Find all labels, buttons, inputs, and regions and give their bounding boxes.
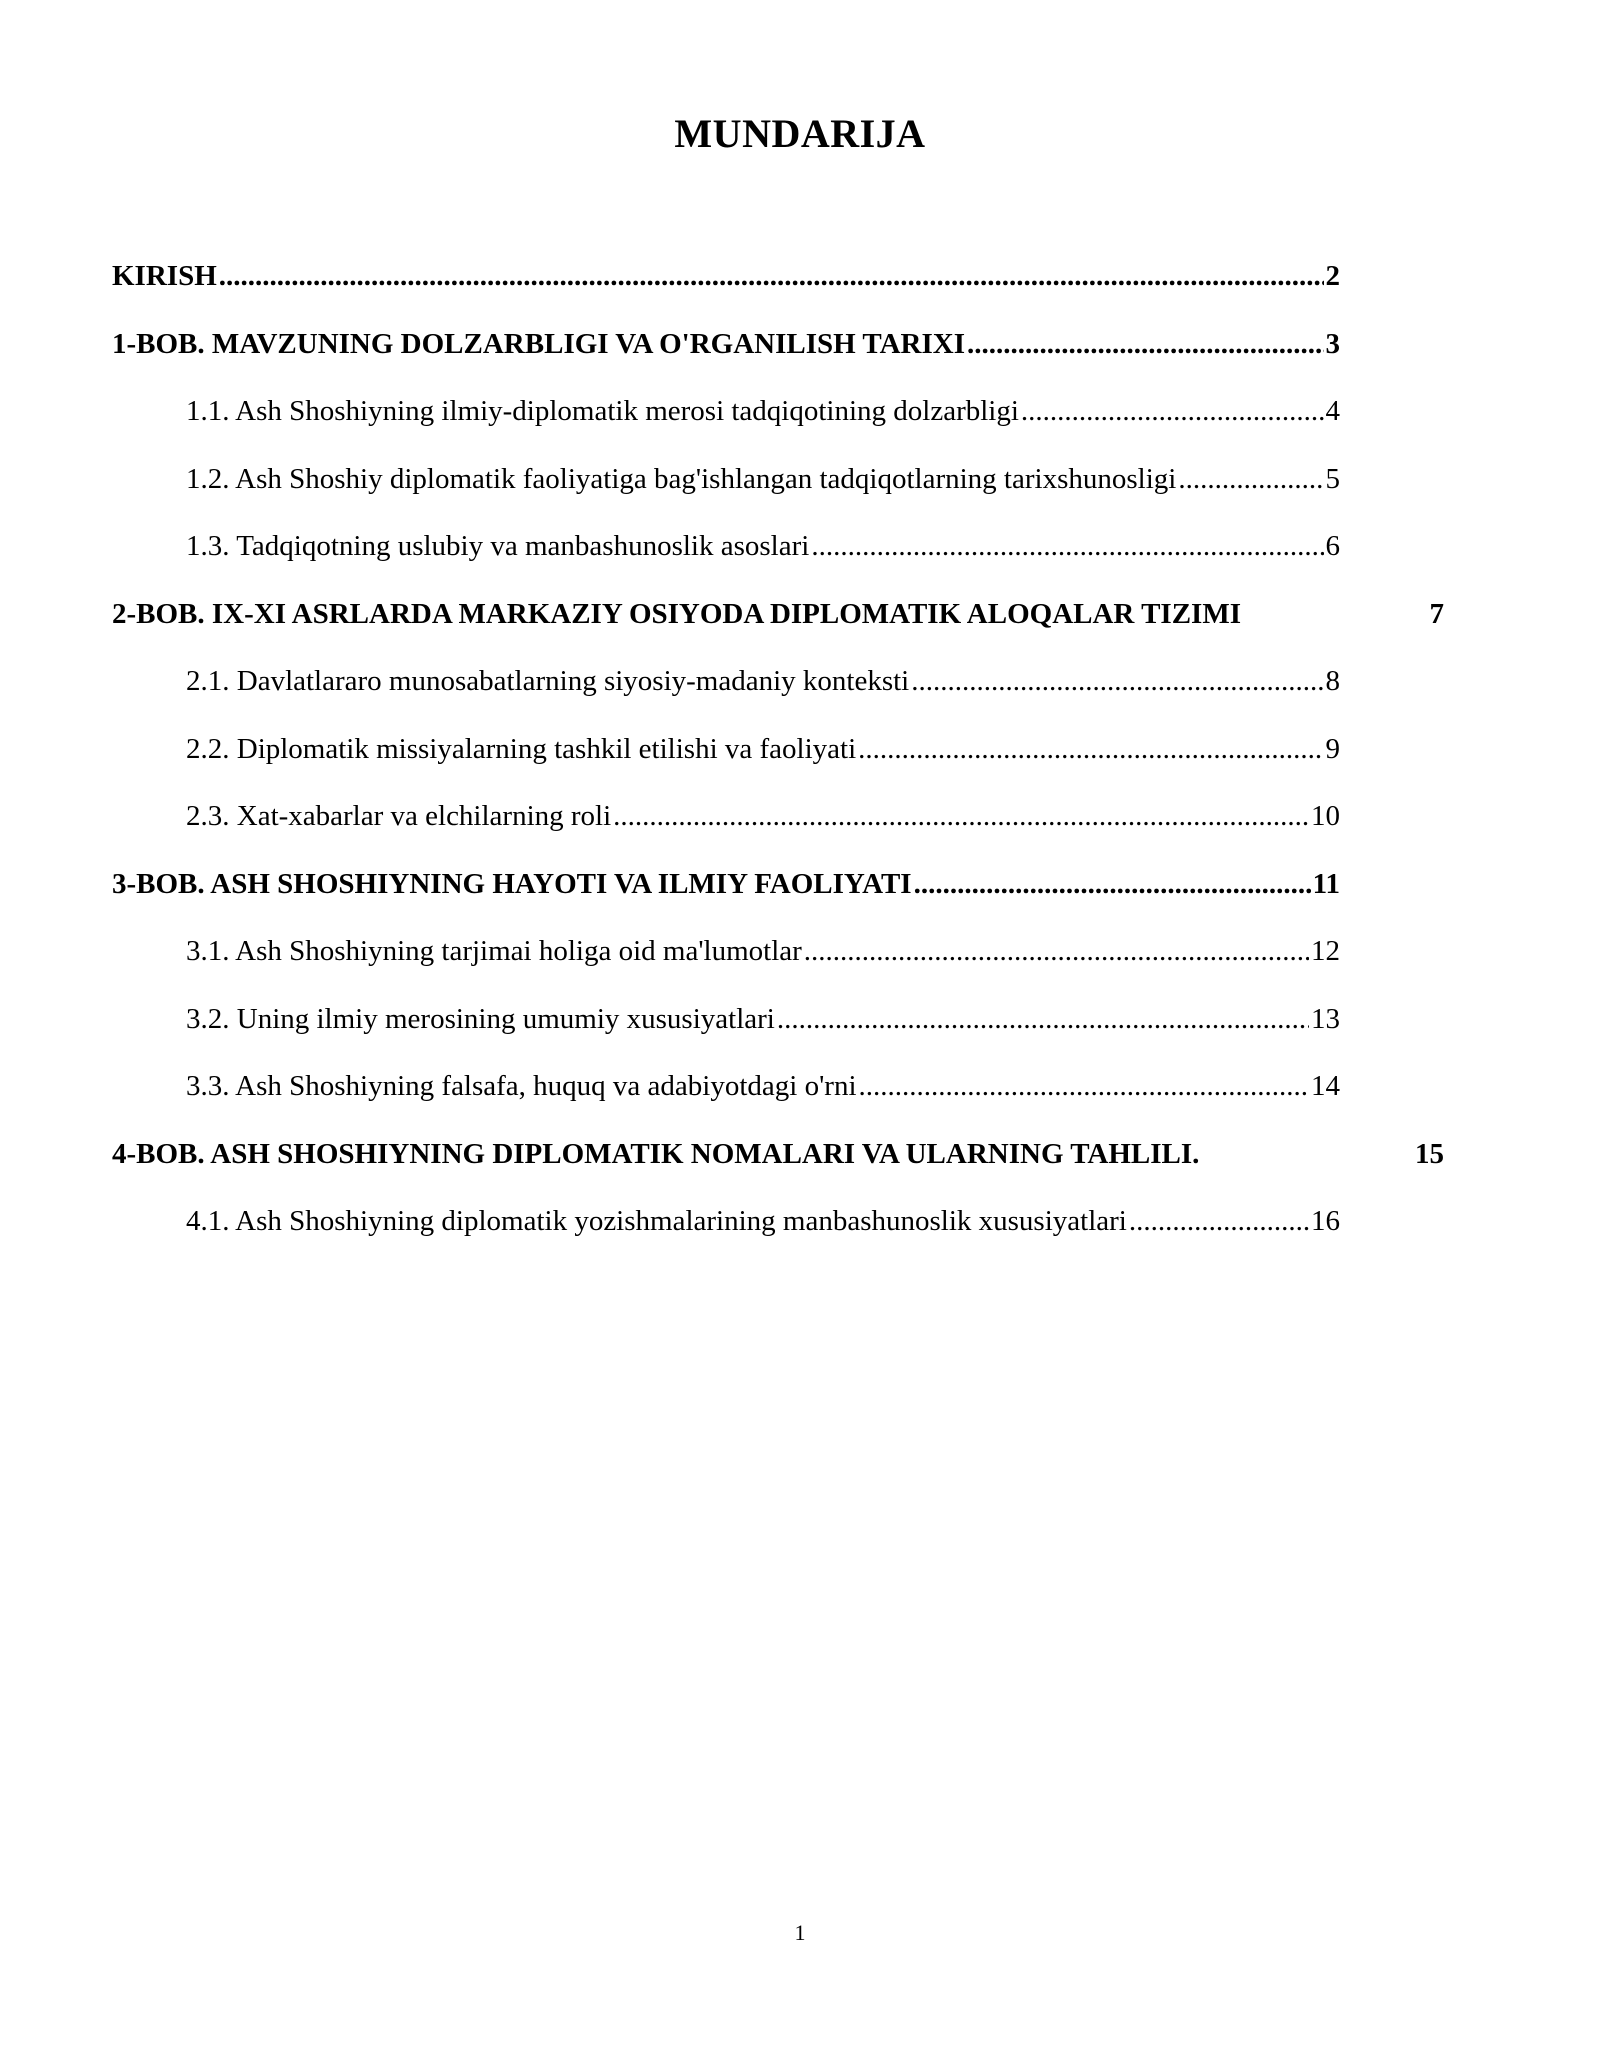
toc-section-entry: [112, 927, 1340, 995]
toc-entry-page-number: 16: [1311, 1205, 1340, 1237]
toc-section-entry: [112, 792, 1340, 860]
toc-dot-leader: [219, 252, 1324, 300]
toc-entry-title: 3.2. Uning ilmiy merosining umumiy xususiyatlari: [186, 1002, 775, 1035]
toc-entry-page-number: 7: [1429, 597, 1444, 630]
toc-entry-page-number: 13: [1311, 1002, 1340, 1035]
toc-dot-leader: [777, 995, 1309, 1043]
toc-entry-page-number: 6: [1325, 530, 1340, 562]
toc-entry-title: 2.1. Davlatlararo munosabatlarning siyosiy-madaniy konteksti: [186, 665, 910, 697]
toc-chapter-entry: [112, 1130, 1444, 1198]
toc-entry-title: 3.1. Ash Shoshiyning tarjimai holiga oid ma'lumotlar: [186, 935, 802, 967]
toc-section-entry: [112, 387, 1340, 455]
table-of-contents: [112, 252, 1444, 1265]
toc-dot-leader: [967, 320, 1323, 368]
toc-entry-page-number: 5: [1325, 462, 1340, 495]
toc-section-entry: [112, 725, 1340, 793]
toc-dot-leader: [613, 792, 1309, 840]
toc-entry-page-number: 4: [1325, 395, 1340, 427]
toc-dot-leader: [811, 522, 1323, 570]
toc-dot-leader: [859, 1062, 1309, 1110]
toc-entry-title: KIRISH: [112, 260, 217, 292]
toc-section-entry: [112, 657, 1340, 725]
toc-entry-title: 4-BOB. ASH SHOSHIYNING DIPLOMATIK NOMALARI VA ULARNING TAHLILI.: [112, 1137, 1200, 1170]
toc-chapter-entry: [112, 590, 1444, 658]
toc-entry-title: 2.3. Xat-xabarlar va elchilarning roli: [186, 800, 612, 832]
toc-section-entry: [112, 1062, 1340, 1130]
toc-chapter-entry: [112, 252, 1340, 320]
toc-chapter-entry: [112, 860, 1340, 928]
toc-entry-title: 2-BOB. IX-XI ASRLARDA MARKAZIY OSIYODA DIPLOMATIK ALOQALAR TIZIMI: [112, 597, 1242, 630]
toc-entry-title: 3.3. Ash Shoshiyning falsafa, huquq va adabiyotdagi o'rni: [186, 1070, 857, 1102]
toc-entry-page-number: 12: [1311, 935, 1340, 967]
toc-dot-leader: [914, 860, 1311, 908]
toc-chapter-entry: [112, 320, 1340, 388]
toc-section-entry: [112, 995, 1340, 1063]
toc-dot-leader: [804, 927, 1309, 975]
toc-dot-leader: [1129, 1197, 1309, 1245]
toc-dot-leader: [858, 725, 1323, 773]
toc-dot-leader: [1178, 455, 1323, 503]
toc-section-entry: [112, 1197, 1340, 1265]
page-title: MUNDARIJA: [674, 111, 926, 156]
toc-entry-title: 1.2. Ash Shoshiy diplomatik faoliyatiga bag'ishlangan tadqiqotlarning tarixshunosligi: [186, 462, 1177, 495]
toc-entry-page-number: 9: [1325, 732, 1340, 765]
toc-section-entry: [112, 522, 1340, 590]
toc-entry-page-number: 11: [1312, 867, 1340, 900]
toc-section-entry: [112, 455, 1340, 523]
toc-entry-page-number: 14: [1311, 1070, 1340, 1102]
toc-entry-page-number: 10: [1311, 800, 1340, 832]
toc-dot-leader: [911, 657, 1323, 705]
toc-entry-title: 1.3. Tadqiqotning uslubiy va manbashunoslik asoslari: [186, 530, 810, 562]
toc-entry-title: 2.2. Diplomatik missiyalarning tashkil etilishi va faoliyati: [186, 732, 857, 765]
toc-entry-page-number: 2: [1325, 260, 1340, 292]
toc-entry-title: 4.1. Ash Shoshiyning diplomatik yozishmalarining manbashunoslik xususiyatlari: [186, 1205, 1127, 1237]
toc-dot-leader: [1021, 387, 1324, 435]
toc-entry-title: 3-BOB. ASH SHOSHIYNING HAYOTI VA ILMIY FAOLIYATI: [112, 867, 912, 900]
toc-entry-page-number: 3: [1325, 327, 1340, 360]
toc-entry-title: 1-BOB. MAVZUNING DOLZARBLIGI VA O'RGANILISH TARIXI: [112, 327, 966, 360]
toc-entry-title: 1.1. Ash Shoshiyning ilmiy-diplomatik merosi tadqiqotining dolzarbligi: [186, 395, 1019, 427]
page-number: 1: [794, 1920, 806, 1945]
toc-entry-page-number: 8: [1325, 665, 1340, 697]
toc-entry-page-number: 15: [1415, 1137, 1444, 1170]
